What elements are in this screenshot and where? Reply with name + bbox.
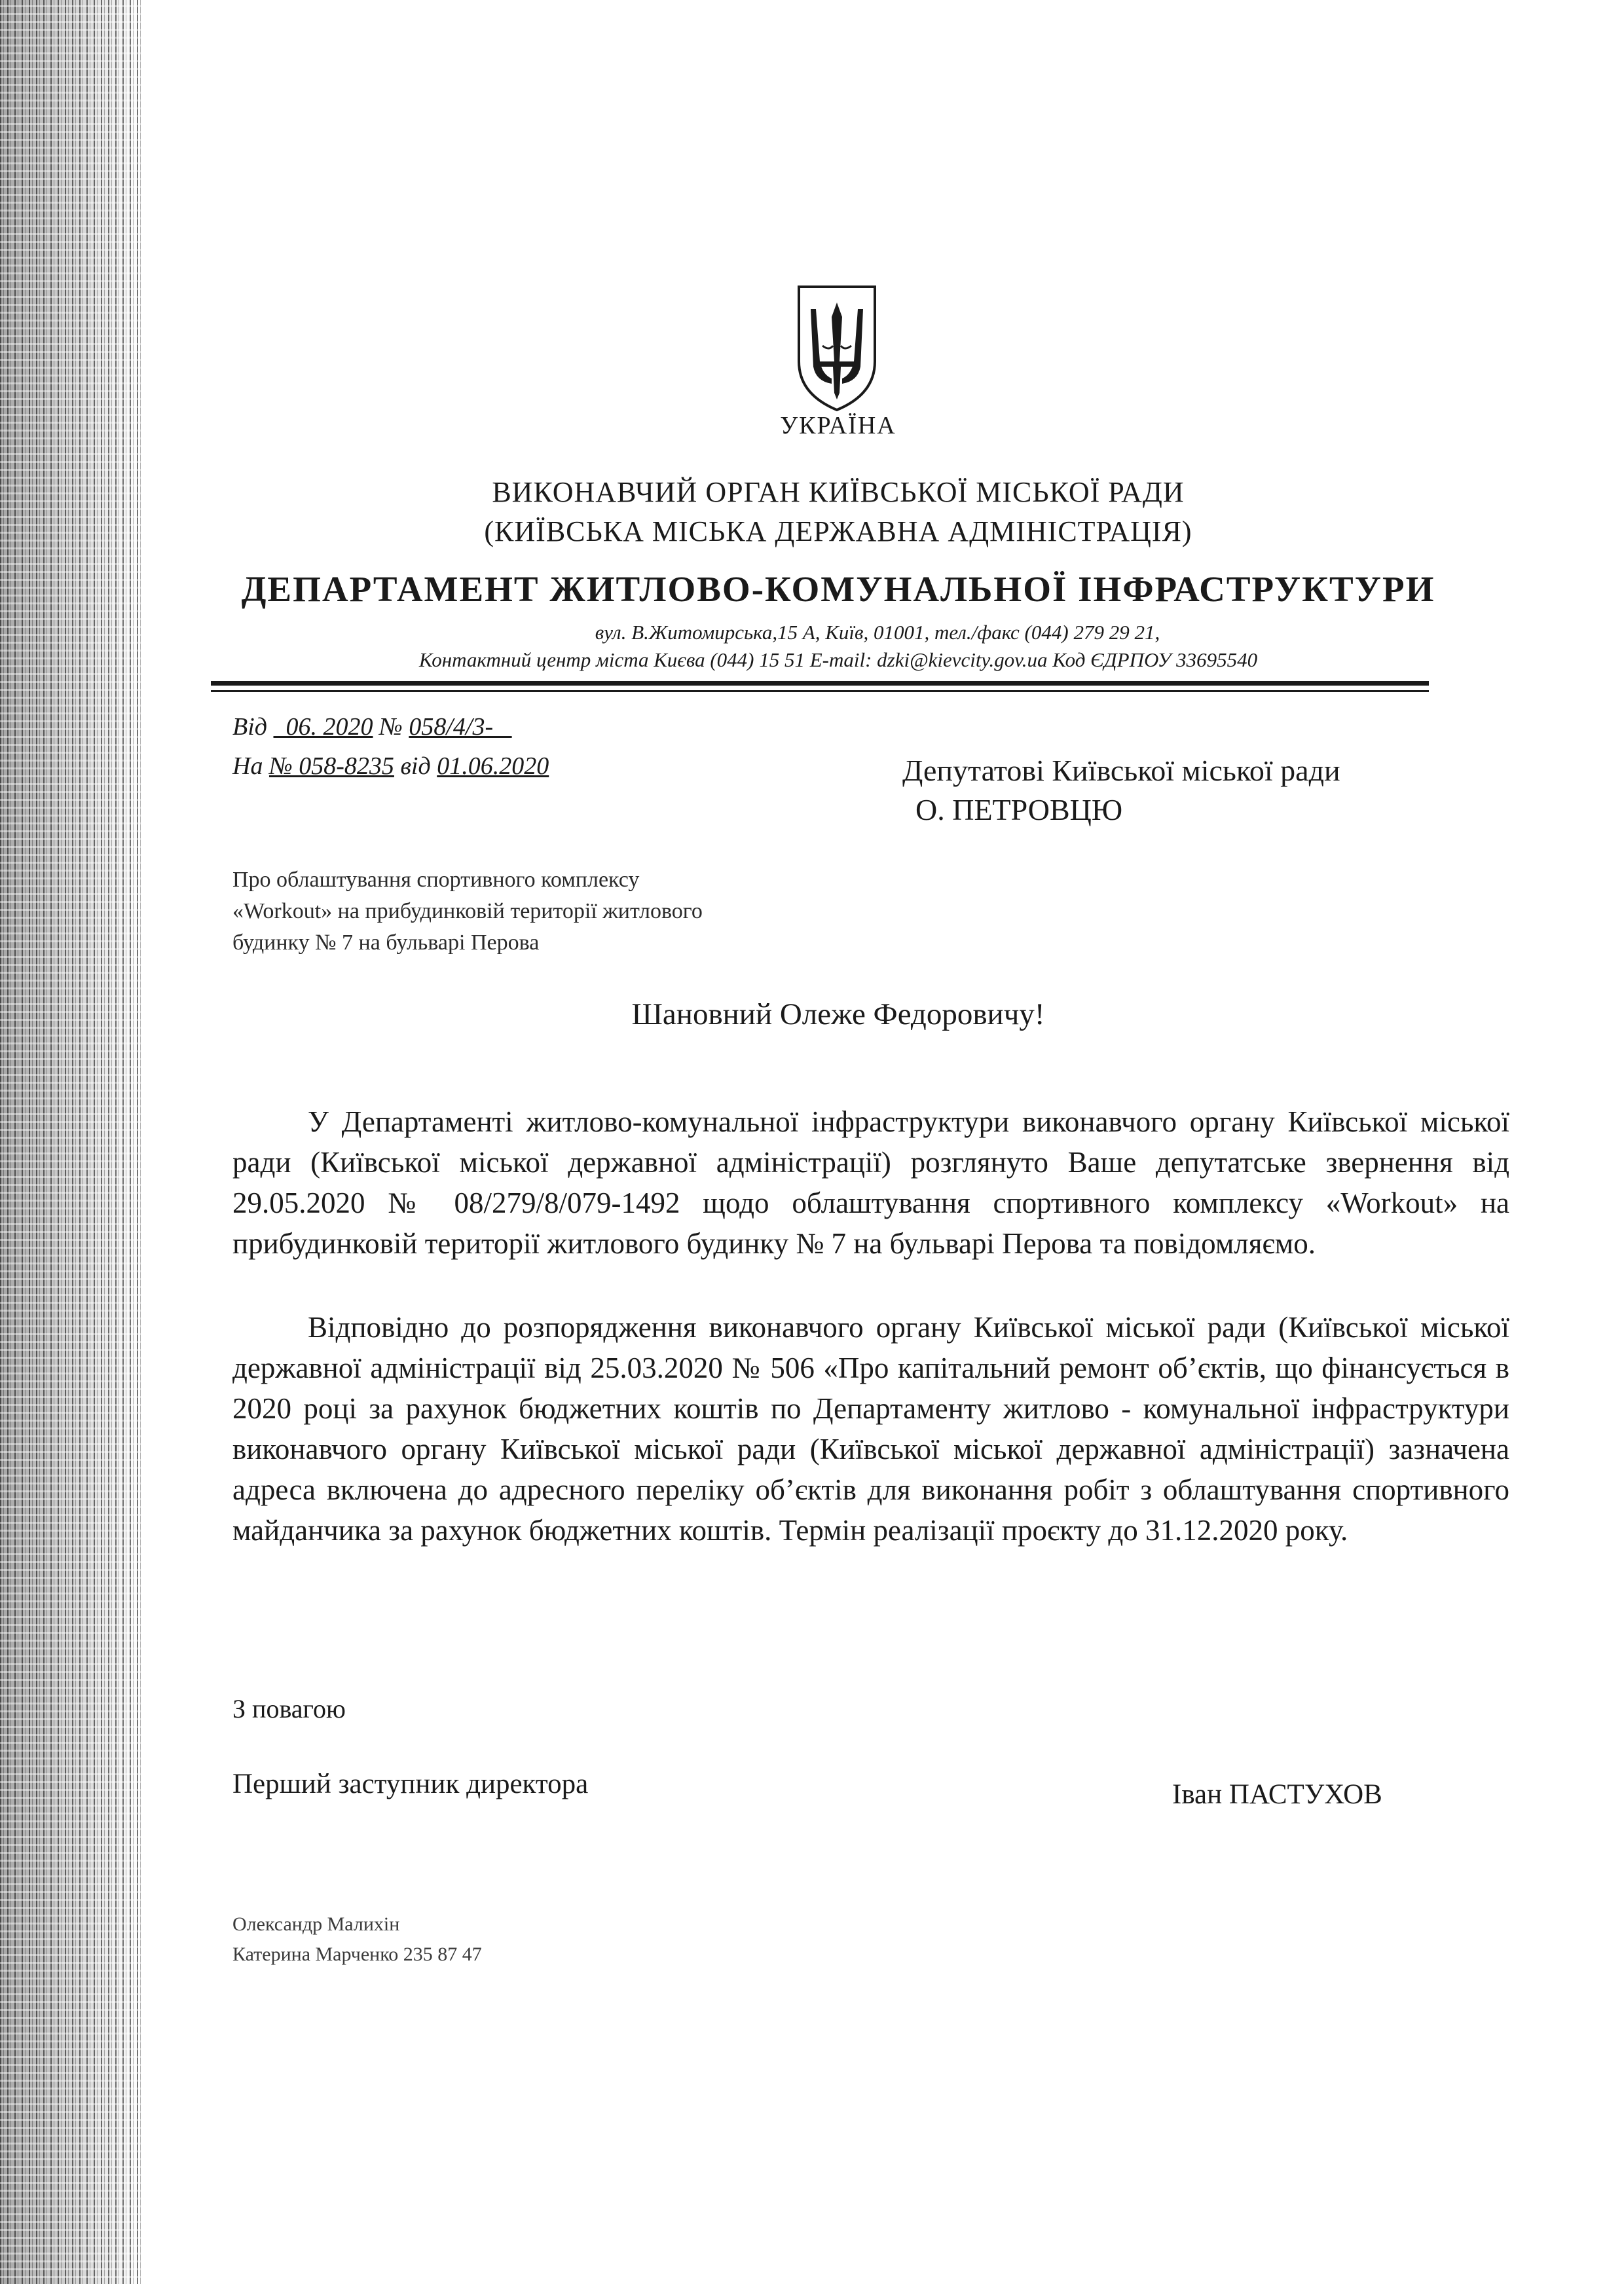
organization-line-1: ВИКОНАВЧИЙ ОРГАН КИЇВСЬКОЇ МІСЬКОЇ РАДИ [492,476,1185,508]
signer-name: Іван ПАСТУХОВ [1172,1779,1382,1810]
addressee-title: Депутатові Київської міської ради [902,754,1340,787]
body-paragraph [232,1307,1509,1551]
department-name: ДЕПАРТАМЕНТ ЖИТЛОВО-КОМУНАЛЬНОЇ ІНФРАСТРУКТУРИ [241,569,1435,609]
header-rule-thin [211,690,1429,692]
outgoing-reference [232,712,512,741]
subject-line: «Workout» на прибудинковій території житлового [232,899,703,923]
greeting: Шановний Олеже Федоровичу! [631,997,1045,1031]
reply-label: На [232,752,263,780]
number-sign: № [379,713,403,741]
executors [232,1909,482,1970]
outgoing-date: 06. 2020 [273,713,373,741]
department-address: вул. В.Житомирська,15 А, Київ, 01001, тел./факс (044) 279 29 21, [595,621,1160,644]
incoming-number: № 058-8235 [268,752,394,780]
coat-of-arms-icon [794,283,880,414]
paragraph-text: У Департаменті житлово-комунальної інфраструктури виконавчого органу Київської міської ради (Київської міської державної адміністрації) розглянуто Ваше депутатське звернення від 29.05.2020 № 08/279/8/079-1492 щодо облаштування спортивного комплексу «Workout» на прибудинковій території житлового будинку № 7 на бульварі Перова та повідомляємо. [232,1105,1509,1260]
country-name: УКРАЇНА [780,412,896,439]
date-label: від [400,752,431,780]
paragraph-text: Відповідно до розпорядження виконавчого органу Київської міської ради (Київської міської державної адміністрації від 25.03.2020 № 506 «Про капітальний ремонт об’єктів, що фінансується в 2020 році за рахунок бюджетних коштів по Департаменту житлово - комунальної інфраструктури виконавчого органу Київської міської ради (Київської міської державної адміністрації) зазначена адреса включена до адресного переліку об’єктів для виконання робіт з облаштування спортивного майданчика за рахунок бюджетних коштів. Термін реалізації проєкту до 31.12.2020 року. [232,1311,1509,1547]
letter-subject [232,864,887,959]
department-contacts: Контактний центр міста Києва (044) 15 51 E-mail: dzki@kievcity.gov.ua Код ЄДРПОУ 33695540 [418,648,1258,671]
signer-position: Перший заступник директора [232,1769,589,1799]
subject-line: Про облаштування спортивного комплексу [232,868,640,892]
subject-line: будинку № 7 на бульварі Перова [232,930,540,955]
closing-phrase: З повагою [232,1694,346,1723]
scan-edge-artifact-overlay [0,0,141,2284]
executor-line: Олександр Малихін [232,1913,400,1935]
header-rule-thick [211,681,1429,686]
incoming-reference [232,752,549,781]
outgoing-number: 058/4/3- [409,713,512,741]
from-label: Від [232,713,267,741]
incoming-date: 01.06.2020 [437,752,549,780]
executor-line: Катерина Марченко 235 87 47 [232,1943,482,1965]
addressee-name: О. ПЕТРОВЦЮ [915,793,1123,826]
body-paragraph [232,1101,1509,1264]
organization-line-2: (КИЇВСЬКА МІСЬКА ДЕРЖАВНА АДМІНІСТРАЦІЯ) [484,515,1192,547]
